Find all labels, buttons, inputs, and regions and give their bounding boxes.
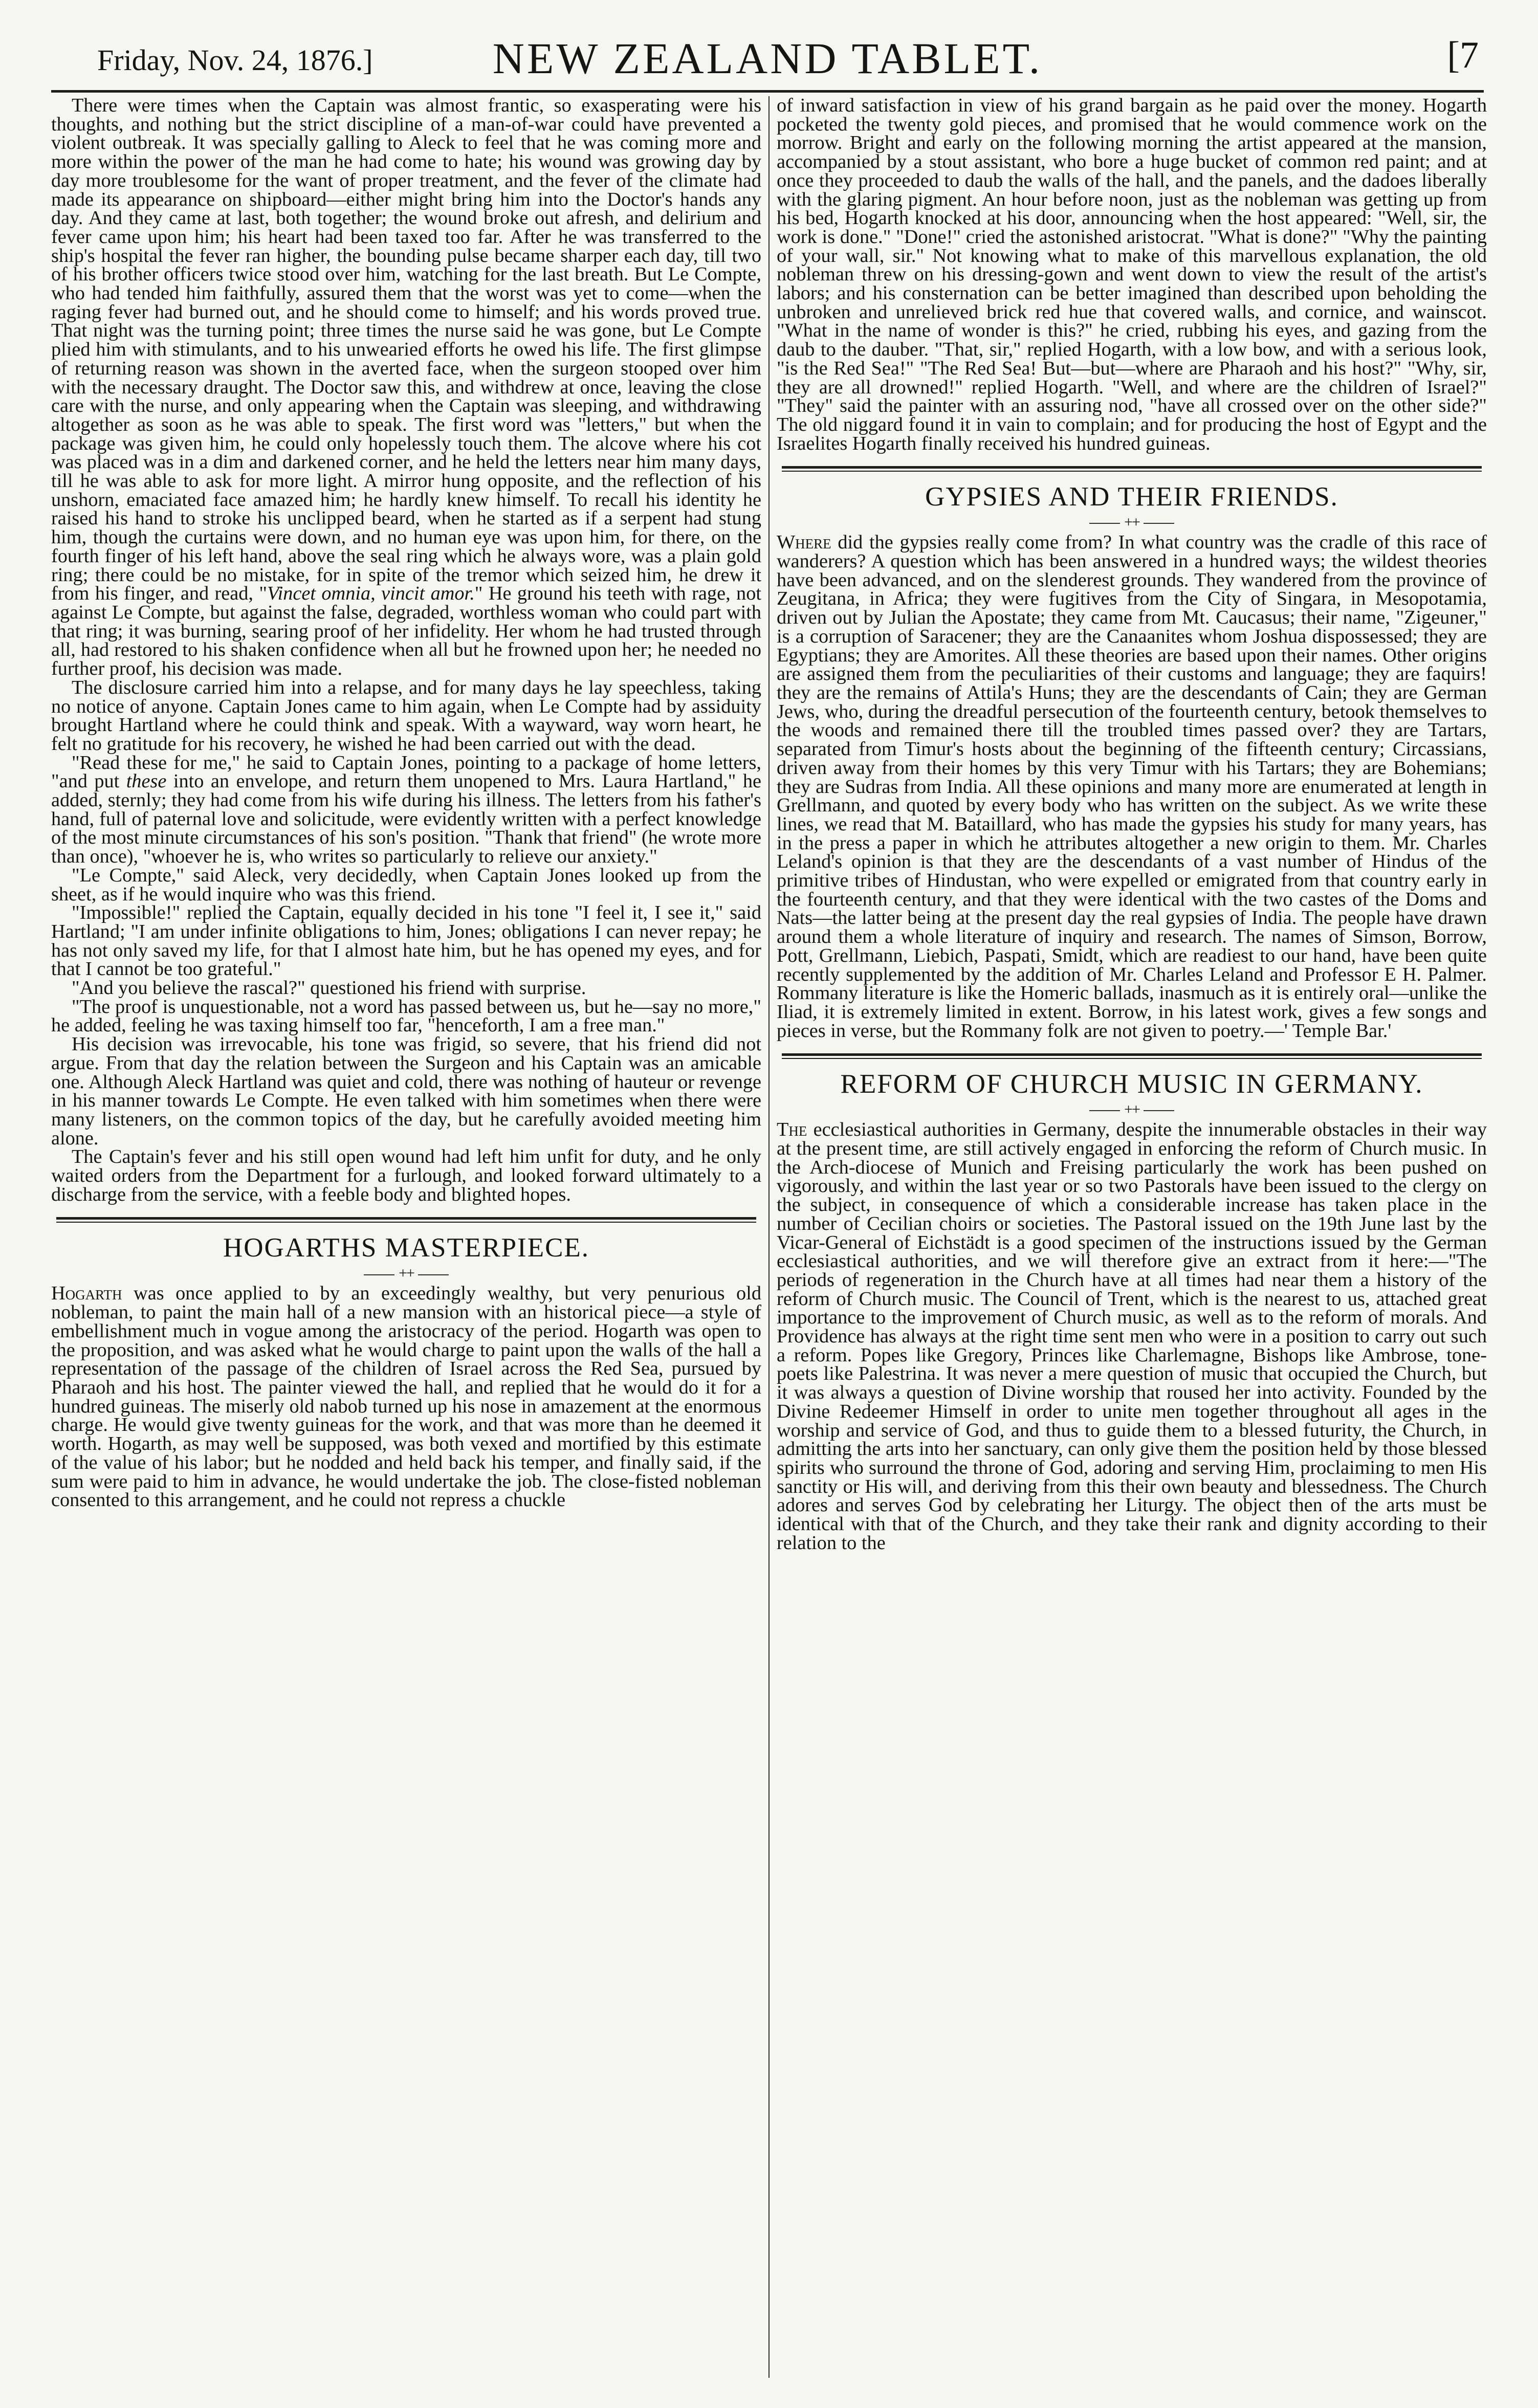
heading-ornament: ++ (777, 515, 1487, 530)
story-paragraph: The Captain's fever and his still open wound had left him unfit for duty, and he only waited orders from the Department for a furlough, and looked forward ultimately to a discharge from the service, with a feeble body and blighted hopes. (51, 1146, 761, 1205)
gypsies-paragraph: Where did the gypsies really come from? In what country was the cradle of this race of wanderers? A question which has been answered in a hundred ways; the wildest theories have been advanced, and on the slenderest grounds. They wandered from the province of Zeugitana, in Africa; they were fugitives from the City of Singara, in Mesopotamia, driven out by Julian the Apostate; they came from Mt. Caucasus; their name, "Zigeuner," is a corruption of Saracener; they are the Canaanites whom Joshua dispossessed; they are Egyptians; they are Amorites. All these theories are based upon their names. Other origins are assigned them from the peculiarities of their customs and language; they are faquirs! they are the remains of Attila's Huns; they are the descendants of Cain; they are German Jews, who, during the dreadful persecution of the fourteenth century, betook themselves to the woods and remained there till the troubled times passed over? they are Tartars, separated from Timur's hosts about the beginning of the fifteenth century; Circassians, driven away from their homes by this very Timur with his Tartars; they are Bohemians; they are Sudras from India. All these opinions and many more are enumerated at length in Grellmann, and quoted by every body who has written on the subject. As we write these lines, we read that M. Bataillard, who has made the gypsies his study for many years, has in the press a paper in which he attributes altogether a new origin to them. Mr. Charles Leland's opinion is that they are the descendants of a vast number of Hindus of the primitive tribes of Hindustan, who were expelled or emigrated from that country early in the fourteenth century, and that they were identical with the two castes of the Doms and Nats—the latter being at the present day the real gypsies of India. The people have drawn around them a whole literature of inquiry and research. The names of Simson, Borrow, Pott, Grellmann, Liebich, Paspati, Smidt, which are readiest to our hand, have been quite recently supplemented by the addition of Mr. Charles Leland and Professor E H. Palmer. Rommany literature is like the Homeric ballads, inasmuch as it is entirely oral—unlike the Iliad, it is extremely limited in extent. Borrow, in his latest work, gives a few songs and pieces in verse, but the Rommany folk are not given to poetry.—' Temple Bar.' (777, 532, 1487, 1042)
gypsies-heading: GYPSIES AND THEIR FRIENDS. (925, 482, 1338, 512)
story-paragraph: "Read these for me," he said to Captain Jones, pointing to a package of home letters, "and put these into an envelope, and return them unopened to Mrs. Laura Hartland," he added, sternly; they had come from his wife during his illness. The letters from his father's hand, full of paternal love and solicitude, were evidently written with a perfect knowledge of the most minute circumstances of his son's position. "Thank that friend" (he wrote more than once), "whoever he is, who writes so particularly to relieve our anxiety." (51, 752, 761, 868)
story-paragraph: His decision was irrevocable, his tone was frigid, so severe, that his friend did not argue. From that day the relation between the Surgeon and his Captain was an amicable one. Although Aleck Hartland was quiet and cold, there was nothing of hauteur or revenge in his manner towards Le Compte. He even talked with him sometimes when there were many listeners, on the common topics of the day, but he carefully avoided meeting him alone. (51, 1033, 761, 1149)
left-column (51, 96, 761, 2378)
masthead (51, 32, 1484, 88)
story-paragraph: "Impossible!" replied the Captain, equally decided in his tone "I feel it, I see it," said Hartland; "I am under infinite obligations to him, Jones; obligations I can never repay; he has not only saved my life, for that I almost hate him, but he has opened my eyes, and for that I cannot be too grateful." (51, 902, 761, 980)
right-column (777, 96, 1487, 2378)
hogarth-paragraph: Hogarth was once applied to by an exceedingly wealthy, but very penurious old nobleman, to paint the main hall of a new mansion with an historical piece—a style of embellishment much in vogue among the aristocracy of the period. Hogarth was open to the proposition, and was asked what he would charge to paint upon the walls of the hall a representation of the passage of the children of Israel across the Red Sea, pursued by Pharaoh and his host. The painter viewed the hall, and replied that he would do it for a hundred guineas. The miserly old nabob turned up his nose in amazement at the enormous charge. He would give twenty guineas for the work, and that was more than he deemed it worth. Hogarth, as may well be supposed, was both vexed and mortified by this estimate of the value of his labor; but he nodded and held back his temper, and finally said, if the sum were paid to him in advance, he would undertake the job. The close-fisted nobleman consented to this arrangement, and he could not repress a chuckle (51, 1283, 761, 1511)
issue-date: Friday, Nov. 24, 1876.] (97, 43, 373, 77)
story-paragraph: "And you believe the rascal?" questioned his friend with surprise. (72, 977, 586, 999)
church-paragraph: The ecclesiastical authorities in Germany, despite the innumerable obstacles in their way at the present time, are still actively engaged in enforcing the reform of Church music. In the Arch-diocese of Munich and Freising particularly the work has been pushed on vigorously, and within the last year or so two Pastorals have been issued to the clergy on the subject, in consequence of which a considerable increase has taken place in the number of Cecilian choirs or societies. The Pastoral issued on the 19th June last by the Vicar-General of Eichstädt is a good specimen of the instructions issued by the German ecclesiastical authorities, and we will therefore give an extract from it here:—"The periods of regeneration in the Church have at all times had near them a history of the reform of Church music. The Council of Trent, which is the nearest to us, attached great importance to the improvement of Church music, as well as to the reform of morals. And Providence has always at the right time sent men who were in a position to carry out such a reform. Popes like Gregory, Princes like Charlemagne, Bishops like Ambrose, tone-poets like Palestrina. It was never a mere question of music that occupied the Church, but it was always a question of Divine worship that roused her into activity. Founded by the Divine Redeemer Himself in order to unite men together throughout all ages in the worship and service of God, and thus to guide them to a blessed futurity, the Church, in admitting the arts into her sanctuary, can only give them the position held by those blessed spirits who surround the throne of God, adoring and serving Him, proclaiming to men His sanctity or His will, and deriving from this their own beauty and blessedness. The Church adores and serves God by celebrating her Liturgy. The object then of the arts must be identical with that of the Church, and they take their rank and dignity according to their relation to the (777, 1119, 1487, 1554)
story-paragraph: There were times when the Captain was almost frantic, so exasperating were his thoughts, and nothing but the strict discipline of a man-of-war could have prevented a violent outbreak. It was specially galling to Aleck to feel that he was coming more and more within the power of the man he had come to hate; his wound was growing day by day more troublesome for the want of proper treatment, and the fever of the climate had made its appearance on shipboard—either might bring him into the Doctor's hands any day. And they came at last, both together; the wound broke out afresh, and delirium and fever came upon him; his heart had been taxed too far. After he was transferred to the ship's hospital the fever ran higher, the bounding pulse became sharper each day, till two of his brother officers twice stood over him, watching for the last breath. But Le Compte, who had tended him faithfully, assured them that the worst was yet to come—when the raging fever had burned out, and he should come to himself; and his words proved true. That night was the turning point; three times the nurse said he was gone, but Le Compte plied him with stimulants, and to his unwearied efforts he owed his life. The first glimpse of returning reason was shown in the averted face, when the surgeon stooped over him with the necessary draught. The Doctor saw this, and withdrew at once, leaving the close care with the nurse, and only appearing when the Captain was sleeping, and withdrawing altogether as soon as he was able to speak. The first word was "letters," but when the package was given him, he could only hopelessly touch them. The alcove where his cot was placed was in a dim and darkened corner, and he held the letters near him many days, till he was able to ask for more light. A mirror hung opposite, and the reflection of his unshorn, emaciated face amazed him; he hardly knew himself. To recall his identity he raised his hand to stroke his unclipped beard, when he started as if a serpent had stung him, though the curtains were down, and no human eye was upon him, for there, on the fourth finger of his left hand, above the seal ring which he always wore, was a plain gold ring; there could be no mistake, for in spite of the tremor which seized him, he drew it from his finger, and read, "Vincet omnia, vincit amor." He ground his teeth with rage, not against Le Compte, but against the false, degraded, worthless woman who could part with that ring; it was burning, searing proof of her infidelity. Her whom he had trusted through all, had restored to his shaken confidence when all but he frowned upon her; he needed no further proof, his decision was made. (51, 96, 761, 680)
column-divider (768, 96, 770, 2378)
story-paragraph: The disclosure carried him into a relapse, and for many days he lay speechless, taking no notice of anyone. Captain Jones came to him again, when Le Compte had by assiduity brought Hartland where he could think and speak. With a wayward, way worn heart, he felt no gratitude for his recovery, he wished he had been carried out with the dead. (51, 676, 761, 755)
church-heading: REFORM OF CHURCH MUSIC IN GERMANY. (840, 1069, 1423, 1099)
ring-inscription: Vincet omnia, vincit amor. (267, 583, 475, 605)
story-paragraph: "The proof is unquestionable, not a word has passed between us, but he—say no more," he added, feeling he was taxing himself too far, "henceforth, I am a free man." (51, 996, 761, 1036)
heading-ornament: ++ (51, 1266, 761, 1281)
section-rule (782, 466, 1482, 472)
page-number: [7 (1447, 34, 1479, 76)
newspaper-title: NEW ZEALAND TABLET. (492, 34, 1043, 83)
section-rule (56, 1217, 756, 1223)
hogarth-paragraph-cont: of inward satisfaction in view of his grand bargain as he paid over the money. Hogarth pocketed the twenty gold pieces, and promised that he would commence work on the morrow. Bright and early on the following morning the artist appeared at the mansion, accompanied by a stout assistant, who bore a huge bucket of common red paint; and at once they proceeded to daub the walls of the hall, and the panels, and the dadoes liberally with the glaring pigment. An hour before noon, just as the nobleman was getting up from his bed, Hogarth knocked at his door, announcing when the host appeared: "Well, sir, the work is done." "Done!" cried the astonished aristocrat. "What is done?" "Why the painting of your wall, sir." Not knowing what to make of this marvellous explanation, the old nobleman threw on his dressing-gown and went down to view the result of the artist's labors; and his consternation can be better imagined than described upon beholding the unbroken and unrelieved brick red hue that covered walls, and cornice, and wainscot. "What in the name of wonder is this?" he cried, rubbing his eyes, and gazing from the daub to the dauber. "That, sir," replied Hogarth, with a low bow, and with a serious look, "is the Red Sea!" "The Red Sea! But—but—where are Pharaoh and his host?" "Why, sir, they are all drowned!" replied Hogarth. "Well, and where are the children of Israel?" "They" said the painter with an assuring nod, "have all crossed over on the other side?" The old niggard found it in vain to complain; and for producing the host of Egypt and the Israelites Hogarth finally received his hundred guineas. (777, 96, 1487, 454)
story-paragraph: "Le Compte," said Aleck, very decidedly, when Captain Jones looked up from the sheet, as if he would inquire who was this friend. (51, 864, 761, 905)
section-rule (782, 1053, 1482, 1059)
hogarth-heading: HOGARTHS MASTERPIECE. (223, 1233, 590, 1263)
masthead-rule (51, 90, 1484, 93)
heading-ornament: ++ (777, 1102, 1487, 1117)
